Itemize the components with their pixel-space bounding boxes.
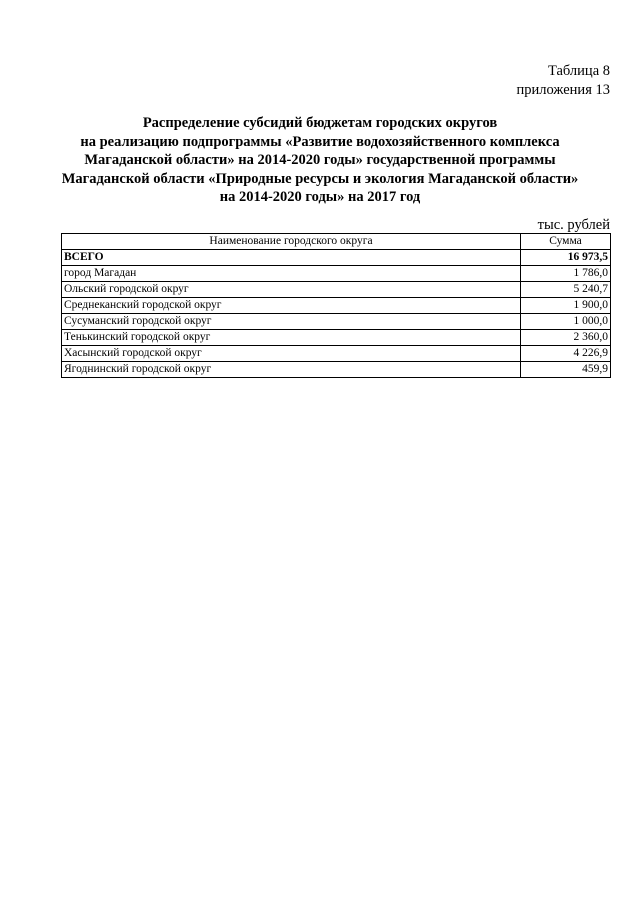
district-name-cell: город Магадан <box>62 266 521 282</box>
district-name-cell: Сусуманский городской округ <box>62 314 521 330</box>
district-name-cell: Среднеканский городской округ <box>62 298 521 314</box>
table-row <box>62 298 611 314</box>
annex-reference: приложения 13 <box>516 82 610 98</box>
column-header-sum: Сумма <box>521 234 611 250</box>
units-label: тыс. рублей <box>537 217 610 233</box>
district-name-cell: Ягоднинский городской округ <box>62 362 521 378</box>
column-header-district: Наименование городского округа <box>62 234 521 250</box>
district-name-cell: Ольский городской округ <box>62 282 521 298</box>
table-row <box>62 266 611 282</box>
district-name-cell: ВСЕГО <box>62 250 521 266</box>
title-line: на 2014-2020 годы» на 2017 год <box>219 189 421 205</box>
title-line: Распределение субсидий бюджетам городских округов <box>142 115 498 131</box>
sum-cell: 1 900,0 <box>521 298 611 314</box>
sum-cell: 1 786,0 <box>521 266 611 282</box>
sum-cell: 459,9 <box>521 362 611 378</box>
table-row <box>62 346 611 362</box>
title-line: Магаданской области» на 2014-2020 годы» государственной программы <box>84 152 556 168</box>
document-title <box>40 114 600 207</box>
sum-cell: 4 226,9 <box>521 346 611 362</box>
table-row <box>62 282 611 298</box>
subsidy-table <box>61 233 611 378</box>
sum-cell: 2 360,0 <box>521 330 611 346</box>
table-row <box>62 314 611 330</box>
sum-cell: 5 240,7 <box>521 282 611 298</box>
district-name-cell: Хасынский городской округ <box>62 346 521 362</box>
table-row <box>62 362 611 378</box>
sum-cell: 1 000,0 <box>521 314 611 330</box>
table-body <box>62 250 611 378</box>
title-line: Магаданской области «Природные ресурсы и экология Магаданской области» <box>61 170 579 187</box>
district-name-cell: Тенькинский городской округ <box>62 330 521 346</box>
table-header-row <box>62 234 611 250</box>
total-row <box>62 250 611 266</box>
sum-cell: 16 973,5 <box>521 250 611 266</box>
table-number: Таблица 8 <box>547 63 610 79</box>
table-row <box>62 330 611 346</box>
table-reference <box>517 62 610 100</box>
title-line: на реализацию подпрограммы «Развитие водохозяйственного комплекса <box>80 133 560 150</box>
